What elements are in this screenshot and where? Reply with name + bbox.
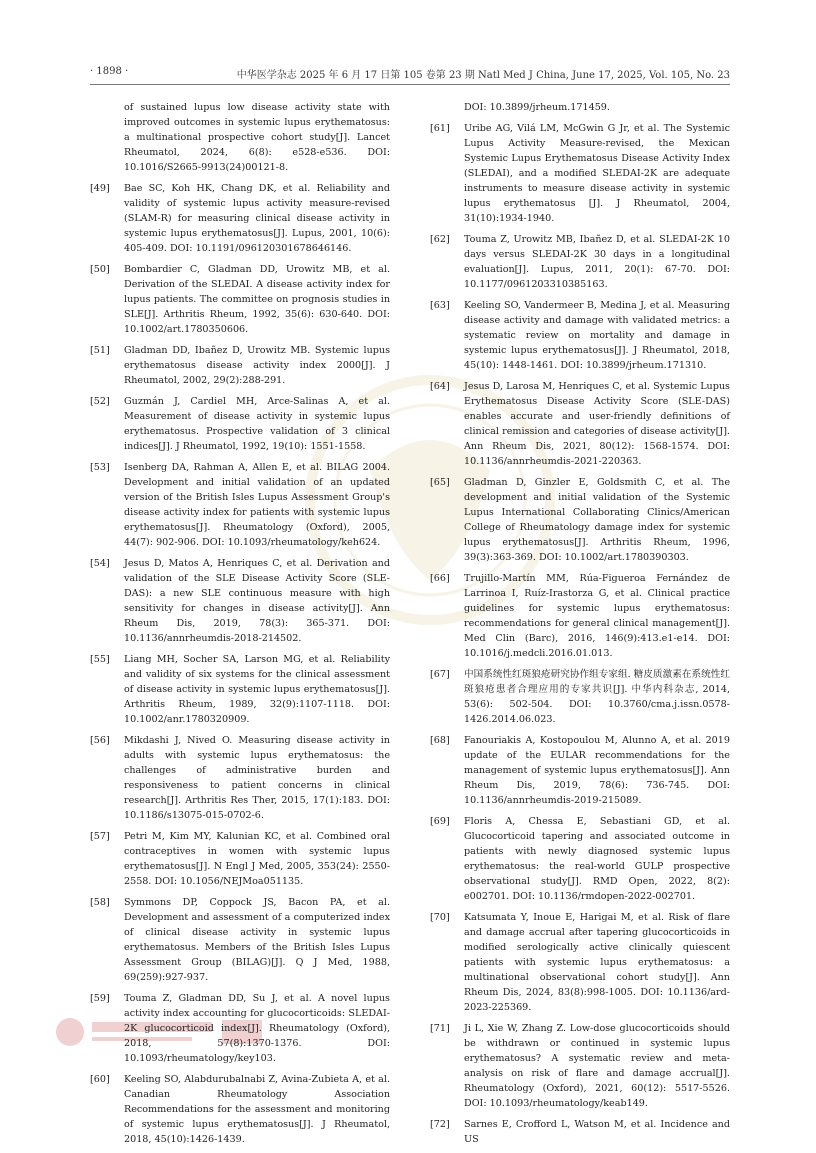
reference-item: [430, 1021, 730, 1111]
reference-number: [71]: [430, 1023, 450, 1034]
reference-number: [68]: [430, 735, 450, 746]
reference-text: Petri M, Kim MY, Kalunian KC, et al. Combined oral contraceptives in women with systemic lupus erythematosus[J]. N Engl J Med, 2005, 353(24): 2550-2558. DOI: 10.1056/NEJMoa051135.: [124, 831, 390, 887]
reference-text: Keeling SO, Vandermeer B, Medina J, et al. Measuring disease activity and damage with validated metrics: a systematic review on mortality and damage in systemic lupus erythematosus[J]. J Rheumatol, 2018, 45(10): 1448-1461. DOI: 10.3899/jrheum.171310.: [464, 300, 730, 371]
reference-item: [90, 652, 390, 727]
reference-number: [51]: [90, 345, 110, 356]
reference-item: [90, 1072, 390, 1147]
reference-text: Liang MH, Socher SA, Larson MG, et al. Reliability and validity of six systems for the clinical assessment of disease activity in systemic lupus erythematosus[J]. Arthritis Rheum, 1989, 32(9):1107-1118. DOI: 10.1002/anr.1780320909.: [124, 654, 390, 725]
reference-item: [430, 910, 730, 1015]
reference-number: [53]: [90, 462, 110, 473]
reference-item: [90, 394, 390, 454]
reference-number: [57]: [90, 831, 110, 842]
reference-number: [55]: [90, 654, 110, 665]
reference-text: Bombardier C, Gladman DD, Urowitz MB, et al. Derivation of the SLEDAI. A disease activity index for lupus patients. The committee on prognosis studies in SLE[J]. Arthritis Rheum, 1992, 35(6): 630-640. DOI: 10.1002/art.1780350606.: [124, 264, 390, 335]
running-header: [90, 66, 730, 82]
reference-item: [430, 667, 730, 727]
reference-item: [90, 460, 390, 550]
journal-citation: 中华医学杂志 2025 年 6 月 17 日第 105 卷第 23 期 Natl Med J China, June 17, 2025, Vol. 105, No. 23: [236, 70, 730, 81]
reference-item: [430, 379, 730, 469]
reference-item: [430, 1117, 730, 1147]
reference-text: Jesus D, Matos A, Henriques C, et al. Derivation and validation of the SLE Disease Activity Score (SLE-DAS): a new SLE continuous measure with high sensitivity for changes in disease activity[J]. Ann Rheum Dis, 2019, 78(3): 365-371. DOI: 10.1136/annrheumdis-2018-214502.: [124, 558, 390, 644]
reference-text: of sustained lupus low disease activity state with improved outcomes in systemic lupus erythematosus: a multinational prospective cohort study[J]. Lancet Rheumatol, 2024, 6(8): e528-e536. DOI: 10.1016/S2665-9913(24)00121-8.: [124, 102, 390, 173]
reference-text: 中国系统性红斑狼疮研究协作组专家组. 糖皮质激素在系统性红斑狼疮患者合理应用的专家共识[J]. 中华内科杂志, 2014, 53(6): 502-504. DOI: 10.3760/cma.j.issn.0578-1426.2014.06.023.: [464, 669, 730, 725]
reference-text: Gladman DD, Ibañez D, Urowitz MB. Systemic lupus erythematosus disease activity index 2000[J]. J Rheumatol, 2002, 29(2):288-291.: [124, 345, 390, 386]
reference-text: Katsumata Y, Inoue E, Harigai M, et al. Risk of flare and damage accrual after tapering glucocorticoids in modified serologically active clinically quiescent patients with systemic lupus erythematosus: a multinational observational cohort study[J]. Ann Rheum Dis, 2024, 83(8):998-1005. DOI: 10.1136/ard-2023-225369.: [464, 912, 730, 1013]
reference-text: Touma Z, Urowitz MB, Ibañez D, et al. SLEDAI-2K 10 days versus SLEDAI-2K 30 days in a longitudinal evaluation[J]. Lupus, 2011, 20(1): 67-70. DOI: 10.1177/0961203310385163.: [464, 234, 730, 290]
reference-text: Bae SC, Koh HK, Chang DK, et al. Reliability and validity of systemic lupus activity measure-revised (SLAM-R) for measuring clinical disease activity in systemic lupus erythematosus[J]. Lupus, 2001, 10(6): 405-409. DOI: 10.1191/096120301678646146.: [124, 183, 390, 254]
reference-text: Uribe AG, Vilá LM, McGwin G Jr, et al. The Systemic Lupus Activity Measure-revised, the Mexican Systemic Lupus Erythematosus Disease Activity Index (SLEDAI), and a modified SLEDAI-2K are adequate instruments to measure disease activity in systemic lupus erythematosus [J]. J Rheumatol, 2004, 31(10):1934-1940.: [464, 123, 730, 224]
reference-item: [430, 814, 730, 904]
reference-item: [90, 829, 390, 889]
header-rule: [90, 84, 730, 85]
reference-number: [56]: [90, 735, 110, 746]
reference-text: Ji L, Xie W, Zhang Z. Low-dose glucocorticoids should be withdrawn or continued in systemic lupus erythematosus? A systematic review and meta-analysis on risk of flare and damage accrual[J]. Rheumatology (Oxford), 2021, 60(12): 5517-5526. DOI: 10.1093/rheumatology/keab149.: [464, 1023, 730, 1109]
reference-number: [66]: [430, 573, 450, 584]
reference-text: Keeling SO, Alabdurubalnabi Z, Avina-Zubieta A, et al. Canadian Rheumatology Association Recommendations for the assessment and monitoring of systemic lupus erythematosus[J]. J Rheumatol, 2018, 45(10):1426-1439.: [124, 1074, 390, 1145]
reference-text: Gladman D, Ginzler E, Goldsmith C, et al. The development and initial validation of the Systemic Lupus International Collaborating Clinics/American College of Rheumatology damage index for systemic lupus erythematosus[J]. Arthritis Rheum, 1996, 39(3):363-369. DOI: 10.1002/art.1780390303.: [464, 477, 730, 563]
reference-text: DOI: 10.3899/jrheum.171459.: [464, 102, 610, 113]
reference-text: Touma Z, Gladman DD, Su J, et al. A novel lupus activity index accounting for glucocorticoids: SLEDAI-2K glucocorticoid index[J]. Rheumatology (Oxford), 2018, 57(8):1370-1376. DOI: 10.1093/rheumatology/key103.: [124, 993, 390, 1064]
reference-item: [430, 121, 730, 226]
reference-item: [430, 100, 730, 115]
reference-number: [67]: [430, 669, 450, 680]
reference-item: [90, 991, 390, 1066]
reference-text: Floris A, Chessa E, Sebastiani GD, et al. Glucocorticoid tapering and associated outcome in patients with newly diagnosed systemic lupus erythematosus: the real-world GULP prospective observational study[J]. RMD Open, 2022, 8(2): e002701. DOI: 10.1136/rmdopen-2022-002701.: [464, 816, 730, 902]
right-reference-column: [430, 100, 730, 1153]
reference-item: [90, 895, 390, 985]
left-reference-column: [90, 100, 390, 1153]
reference-item: [90, 556, 390, 646]
reference-item: [430, 571, 730, 661]
reference-text: Symmons DP, Coppock JS, Bacon PA, et al. Development and assessment of a computerized index of clinical disease activity in systemic lupus erythematosus. Members of the British Isles Lupus Assessment Group (BILAG)[J]. Q J Med, 1988, 69(259):927-937.: [124, 897, 390, 983]
reference-number: [69]: [430, 816, 450, 827]
reference-item: [430, 232, 730, 292]
reference-item: [90, 262, 390, 337]
reference-text: Jesus D, Larosa M, Henriques C, et al. Systemic Lupus Erythematosus Disease Activity Score (SLE-DAS) enables accurate and user-friendly definitions of clinical remission and categories of disease activity[J]. Ann Rheum Dis, 2021, 80(12): 1568-1574. DOI: 10.1136/annrheumdis-2021-220363.: [464, 381, 730, 467]
reference-text: Trujillo-Martín MM, Rúa-Figueroa Fernández de Larrinoa I, Ruíz-Irastorza G, et al. Clinical practice guidelines for systemic lupus erythematosus: recommendations for general clinical management[J]. Med Clin (Barc), 2016, 146(9):413.e1-e14. DOI: 10.1016/j.medcli.2016.01.013.: [464, 573, 730, 659]
reference-number: [50]: [90, 264, 110, 275]
reference-number: [63]: [430, 300, 450, 311]
reference-text: Isenberg DA, Rahman A, Allen E, et al. BILAG 2004. Development and initial validation of an updated version of the British Isles Lupus Assessment Group's disease activity index for patients with systemic lupus erythematosus[J]. Rheumatology (Oxford), 2005, 44(7): 902-906. DOI: 10.1093/rheumatology/keh624.: [124, 462, 390, 548]
reference-number: [49]: [90, 183, 110, 194]
reference-text: Mikdashi J, Nived O. Measuring disease activity in adults with systemic lupus erythematosus: the challenges of administrative burden and responsiveness to patient concerns in clinical research[J]. Arthritis Res Ther, 2015, 17(1):183. DOI: 10.1186/s13075-015-0702-6.: [124, 735, 390, 821]
reference-number: [52]: [90, 396, 110, 407]
reference-text: Fanouriakis A, Kostopoulou M, Alunno A, et al. 2019 update of the EULAR recommendations for the management of systemic lupus erythematosus[J]. Ann Rheum Dis, 2019, 78(6): 736-745. DOI: 10.1136/annrheumdis-2019-215089.: [464, 735, 730, 806]
reference-number: [59]: [90, 993, 110, 1004]
reference-number: [60]: [90, 1074, 110, 1085]
reference-number: [70]: [430, 912, 450, 923]
reference-text: Sarnes E, Crofford L, Watson M, et al. Incidence and US: [464, 1119, 730, 1145]
reference-item: [430, 733, 730, 808]
reference-item: [90, 343, 390, 388]
reference-item: [90, 100, 390, 175]
reference-item: [430, 298, 730, 373]
page-number: · 1898 ·: [90, 66, 129, 77]
reference-number: [65]: [430, 477, 450, 488]
reference-number: [54]: [90, 558, 110, 569]
reference-number: [72]: [430, 1119, 450, 1130]
reference-item: [90, 181, 390, 256]
reference-number: [62]: [430, 234, 450, 245]
reference-text: Guzmán J, Cardiel MH, Arce-Salinas A, et al. Measurement of disease activity in systemic lupus erythematosus. Prospective validation of 3 clinical indices[J]. J Rheumatol, 1992, 19(10): 1551-1558.: [124, 396, 390, 452]
reference-item: [90, 733, 390, 823]
reference-number: [61]: [430, 123, 450, 134]
reference-number: [64]: [430, 381, 450, 392]
reference-number: [58]: [90, 897, 110, 908]
reference-item: [430, 475, 730, 565]
